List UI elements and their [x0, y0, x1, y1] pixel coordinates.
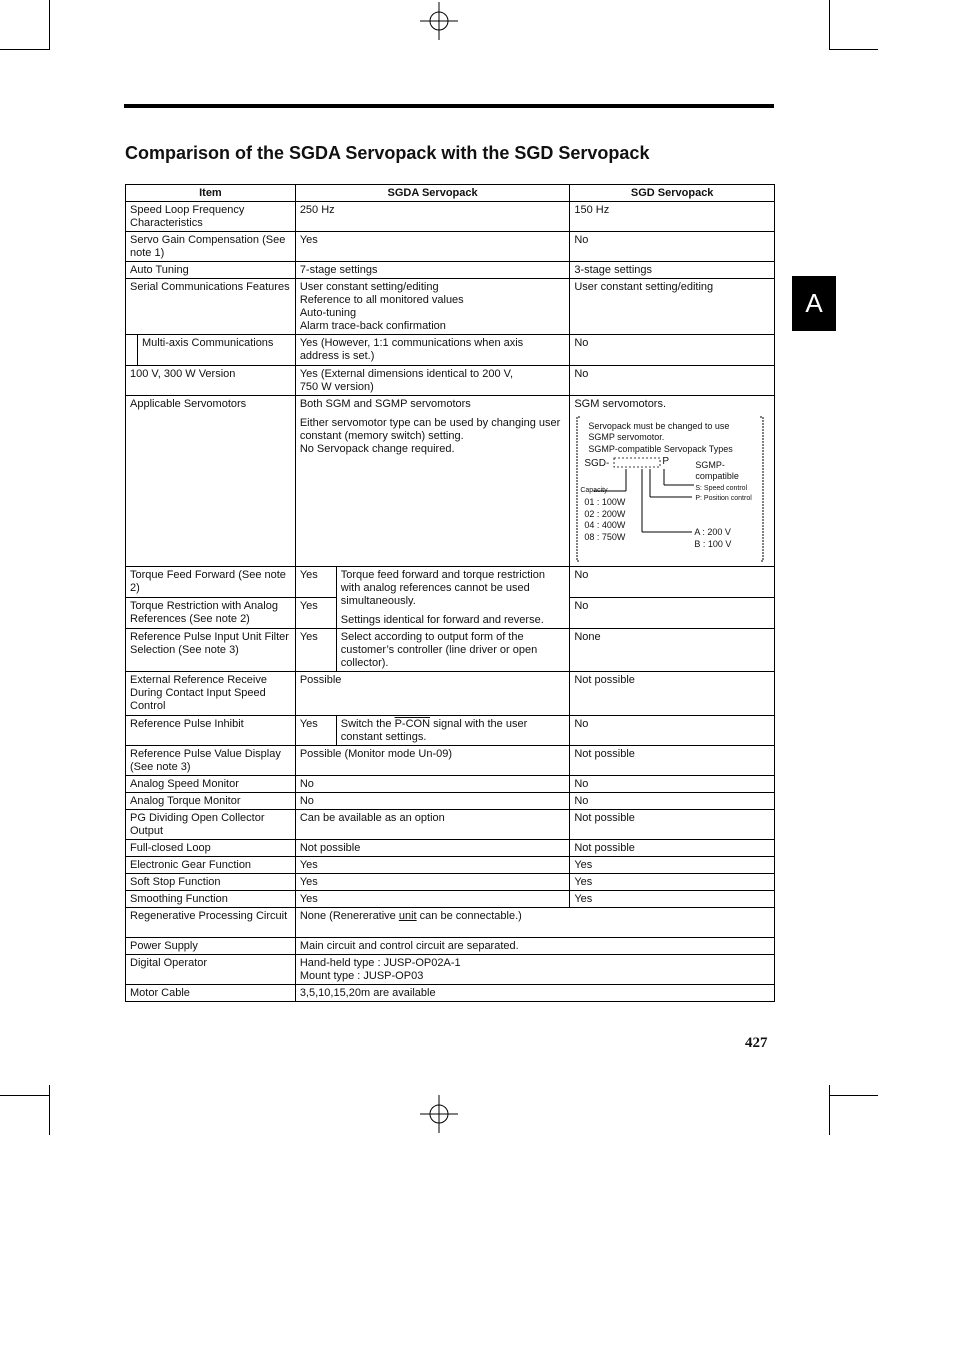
detail-text: Switch the — [340, 718, 395, 730]
page-title: Comparison of the SGDA Servopack with the SGD Servopack — [125, 143, 650, 163]
shared-detail: Torque feed forward and torque restriction with analog references cannot be used simultaneously. — [340, 569, 545, 607]
sgda-note: Either servomotor type can be used by changing user constant (memory switch) setting. — [299, 417, 561, 442]
table-row — [126, 567, 775, 598]
row-sgda-short: Yes — [295, 629, 336, 672]
table-row — [126, 746, 775, 776]
registration-mark-icon — [420, 2, 458, 40]
sgda-line: Reference to all monitored values — [299, 294, 464, 306]
row-item: External Reference Receive During Contact Input Speed Control — [126, 672, 296, 716]
row-sgda: Yes — [295, 891, 570, 908]
row-sgd: No — [570, 776, 775, 793]
table-row — [126, 262, 775, 279]
row-sgda-short: Yes — [295, 716, 336, 746]
row-sgd: No — [570, 335, 775, 366]
row-item: Full-closed Loop — [126, 840, 296, 857]
row-sgd: Not possible — [570, 672, 775, 716]
both-line: Hand-held type : JUSP-OP02A-1 — [299, 957, 461, 969]
table-row — [126, 776, 775, 793]
row-item: Motor Cable — [126, 985, 296, 1002]
row-item: Torque Feed Forward (See note 2) — [126, 567, 296, 598]
table-row — [126, 202, 775, 232]
row-sgd: User constant setting/editing — [570, 279, 775, 335]
row-both — [295, 955, 774, 985]
row-sgd: Yes — [570, 891, 775, 908]
table-row — [126, 840, 775, 857]
row-item: 100 V, 300 W Version — [126, 366, 296, 396]
crop-mark — [49, 0, 50, 50]
row-item: Applicable Servomotors — [126, 396, 296, 567]
voltage-option: B : 100 V — [694, 539, 732, 549]
sgda-note: No Servopack change required. — [299, 443, 455, 455]
row-both — [295, 908, 774, 938]
row-sgda-detail — [336, 716, 570, 746]
row-item: PG Dividing Open Collector Output — [126, 810, 296, 840]
capacity-option: 04 : 400W — [584, 520, 626, 530]
diagram-note-line: SGMP servomotor. — [588, 432, 665, 442]
diagram-note-line: SGMP-compatible Servopack Types — [588, 444, 733, 454]
row-sgd: Yes — [570, 857, 775, 874]
both-line: Mount type : JUSP-OP03 — [299, 970, 424, 982]
row-sgd: Not possible — [570, 746, 775, 776]
crop-mark — [0, 49, 50, 50]
table-row — [126, 793, 775, 810]
row-sgda — [295, 366, 570, 396]
servopack-type-diagram — [574, 415, 770, 565]
sgda-main: Both SGM and SGMP servomotors — [299, 398, 471, 410]
row-sgd: None — [570, 629, 775, 672]
table-row — [126, 716, 775, 746]
diagram-note-line: Servopack must be changed to use — [588, 421, 730, 431]
row-item: Power Supply — [126, 938, 296, 955]
row-item: Digital Operator — [126, 955, 296, 985]
row-item: Smoothing Function — [126, 891, 296, 908]
row-both: Main circuit and control circuit are separated. — [295, 938, 774, 955]
row-item: Torque Restriction with Analog References (See note 2) — [126, 598, 296, 629]
row-item: Auto Tuning — [126, 262, 296, 279]
table-row — [126, 891, 775, 908]
table-header-row — [126, 185, 775, 202]
row-sgd: 150 Hz — [570, 202, 775, 232]
row-item: Reference Pulse Inhibit — [126, 716, 296, 746]
registration-mark-icon — [420, 1095, 458, 1133]
row-item: Soft Stop Function — [126, 874, 296, 891]
crop-mark — [829, 49, 878, 50]
row-sgd: No — [570, 793, 775, 810]
row-sgda: Yes (However, 1:1 communications when axis address is set.) — [295, 335, 570, 366]
table-row — [126, 366, 775, 396]
crop-mark — [0, 1095, 50, 1096]
row-item: Serial Communications Features — [126, 279, 296, 335]
row-sgda: Yes — [295, 232, 570, 262]
comparison-table — [125, 184, 775, 1002]
table-row — [126, 938, 775, 955]
column-header-sgd: SGD Servopack — [570, 185, 775, 202]
row-sgda — [295, 279, 570, 335]
row-sgd: No — [570, 366, 775, 396]
header-rule — [124, 104, 774, 108]
row-item: Analog Speed Monitor — [126, 776, 296, 793]
column-header-item: Item — [126, 185, 296, 202]
row-sgda: Yes — [295, 874, 570, 891]
row-sgda-short: Yes — [295, 567, 336, 598]
model-suffix: P — [662, 456, 670, 467]
row-sgda: 7-stage settings — [295, 262, 570, 279]
table-row — [126, 955, 775, 985]
both-text: can be connectable.) — [416, 910, 522, 922]
sgda-line: Yes (External dimensions identical to 200 V, — [299, 368, 514, 380]
row-sgd: Not possible — [570, 810, 775, 840]
table-row — [126, 985, 775, 1002]
table-row — [126, 874, 775, 891]
capacity-label: Capacity — [580, 487, 608, 494]
table-row — [126, 857, 775, 874]
sgda-line: Alarm trace-back confirmation — [299, 320, 446, 332]
sgmp-label: compatible — [695, 471, 739, 481]
row-sgd: 3-stage settings — [570, 262, 775, 279]
model-prefix: SGD- — [584, 458, 610, 469]
row-item: Reference Pulse Input Unit Filter Selection (See note 3) — [126, 629, 296, 672]
crop-mark — [829, 1095, 878, 1096]
row-item: Electronic Gear Function — [126, 857, 296, 874]
control-option: P: Position control — [695, 495, 752, 502]
row-sgda: No — [295, 793, 570, 810]
row-sgda: Possible — [295, 672, 570, 716]
column-header-sgda: SGDA Servopack — [295, 185, 570, 202]
table-row — [126, 908, 775, 938]
row-item: Reference Pulse Value Display (See note 3) — [126, 746, 296, 776]
p-con-signal: P-CON — [394, 718, 431, 730]
row-sgda: 250 Hz — [295, 202, 570, 232]
row-sgd — [570, 396, 775, 567]
sgda-line: 750 W version) — [299, 381, 374, 393]
row-sgda: Can be available as an option — [295, 810, 570, 840]
row-item: Servo Gain Compensation (See note 1) — [126, 232, 296, 262]
crop-mark — [49, 1085, 50, 1135]
row-item — [126, 335, 296, 366]
sgda-line: User constant setting/editing — [299, 281, 439, 293]
row-item: Analog Torque Monitor — [126, 793, 296, 810]
crop-mark — [829, 0, 830, 50]
capacity-option: 02 : 200W — [584, 509, 626, 519]
table-row — [126, 335, 775, 366]
table-row — [126, 396, 775, 567]
row-sgda-detail — [336, 567, 570, 629]
table-row — [126, 672, 775, 716]
row-sgda: Yes — [295, 857, 570, 874]
row-sgda-detail: Select according to output form of the customer’s controller (line driver or open collector). — [336, 629, 570, 672]
table-row — [126, 232, 775, 262]
unit-word: unit — [398, 910, 417, 922]
row-both: 3,5,10,15,20m are available — [295, 985, 774, 1002]
row-sgd: Yes — [570, 874, 775, 891]
voltage-option: A : 200 V — [694, 527, 731, 537]
row-item: Regenerative Processing Circuit — [126, 908, 296, 938]
row-sgda: Possible (Monitor mode Un-09) — [295, 746, 570, 776]
crop-mark — [829, 1085, 830, 1135]
row-sgda-short: Yes — [295, 598, 336, 629]
both-text: None (Renererative — [299, 910, 399, 922]
sgda-line: Auto-tuning — [299, 307, 357, 319]
page-number: 427 — [745, 1035, 768, 1051]
table-row — [126, 810, 775, 840]
table-row — [126, 279, 775, 335]
sgd-main: SGM servomotors. — [574, 398, 667, 410]
row-sgd: Not possible — [570, 840, 775, 857]
sub-item-label: Multi-axis Communications — [137, 335, 295, 365]
capacity-option: 08 : 750W — [584, 532, 626, 542]
detail-text: signal with the user constant settings. — [340, 718, 528, 743]
appendix-tab: A — [792, 276, 836, 331]
shared-detail: Settings identical for forward and reverse. — [340, 614, 544, 626]
row-sgd: No — [570, 232, 775, 262]
row-sgd: No — [570, 598, 775, 629]
table-row — [126, 629, 775, 672]
capacity-option: 01 : 100W — [584, 497, 626, 507]
row-item: Speed Loop Frequency Characteristics — [126, 202, 296, 232]
row-sgda: No — [295, 776, 570, 793]
row-sgda: Not possible — [295, 840, 570, 857]
row-sgda — [295, 396, 570, 567]
control-option: S: Speed control — [695, 485, 748, 492]
sgmp-label: SGMP- — [695, 460, 725, 470]
row-sgd: No — [570, 716, 775, 746]
row-sgd: No — [570, 567, 775, 598]
